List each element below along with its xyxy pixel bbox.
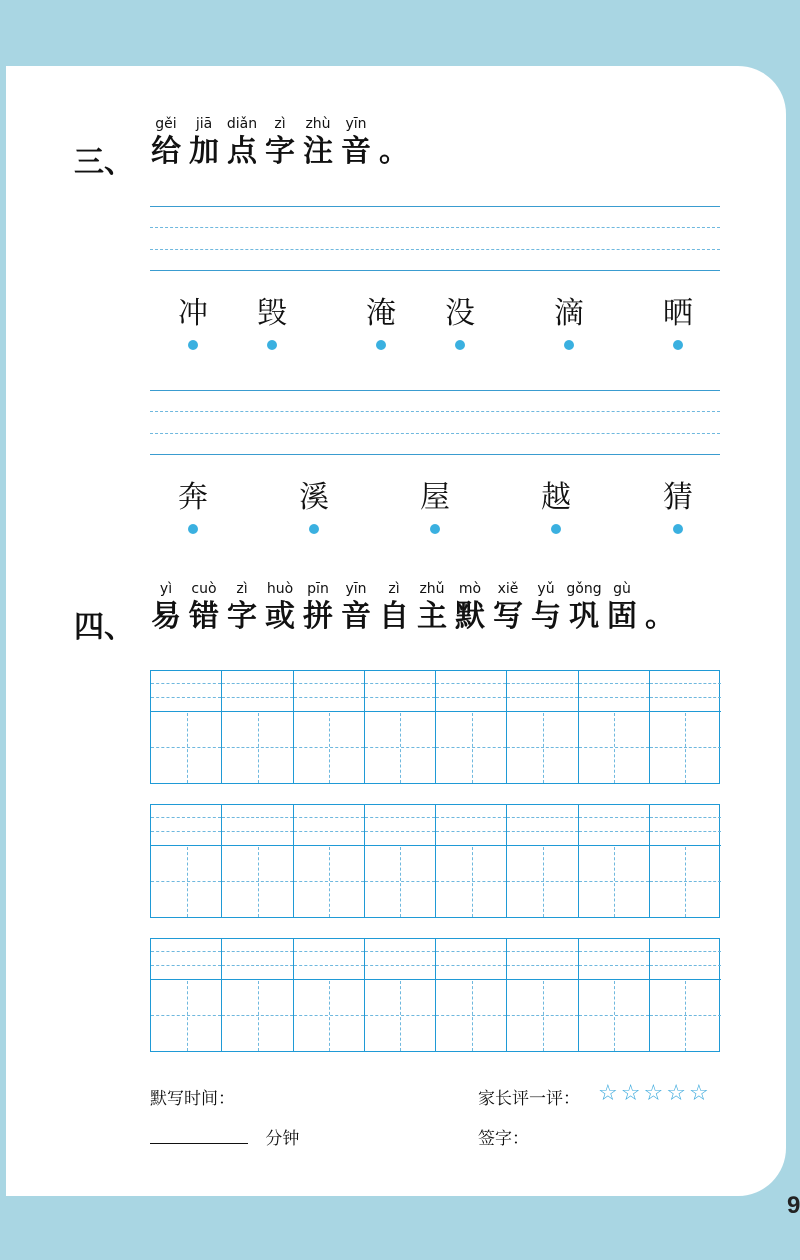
grid-guide-line <box>543 847 544 917</box>
grid-guide-line <box>579 697 649 698</box>
hanzi-char: 默 <box>455 599 485 634</box>
writing-cell[interactable] <box>436 805 507 917</box>
dotted-character <box>171 294 215 350</box>
title-char <box>492 579 524 635</box>
title-char <box>568 579 600 635</box>
grid-guide-line <box>365 845 435 846</box>
grid-guide-line <box>579 979 649 980</box>
writing-cell[interactable] <box>579 939 650 1051</box>
dotted-character <box>656 294 700 350</box>
title-char <box>264 579 296 635</box>
emphasis-dot-icon <box>430 524 440 534</box>
title-char <box>226 579 258 635</box>
grid-guide-line <box>151 711 221 712</box>
grid-guide-line <box>365 711 435 712</box>
writing-cell[interactable] <box>650 805 721 917</box>
pinyin-label: zì <box>236 581 248 597</box>
grid-guide-line <box>579 951 649 952</box>
hanzi-char: 主 <box>417 599 447 634</box>
title-char <box>188 114 220 170</box>
hanzi-char: 字 <box>265 134 295 169</box>
grid-guide-line <box>507 697 577 698</box>
grid-guide-line <box>151 951 221 952</box>
writing-cell[interactable] <box>222 939 293 1051</box>
grid-guide-line <box>365 831 435 832</box>
grid-guide-line <box>365 683 435 684</box>
title-char <box>302 114 334 170</box>
grid-guide-line <box>151 697 221 698</box>
title-char <box>340 579 372 635</box>
hanzi-char: 自 <box>379 599 409 634</box>
section4-title <box>150 579 676 635</box>
grid-guide-line <box>650 817 721 818</box>
star-icon[interactable]: ☆ <box>598 1081 618 1106</box>
grid-guide-line <box>507 845 577 846</box>
grid-guide-line <box>507 965 577 966</box>
writing-cell[interactable] <box>222 805 293 917</box>
grid-guide-line <box>436 965 506 966</box>
minutes-label: 分钟 <box>265 1129 300 1149</box>
hanzi-char: 音 <box>341 599 371 634</box>
grid-guide-line <box>329 713 330 783</box>
grid-guide-line <box>365 979 435 980</box>
hanzi-char: 越 <box>541 480 571 515</box>
page-number: 9 <box>787 1192 800 1219</box>
rating-stars <box>598 1083 709 1105</box>
grid-guide-line <box>294 697 364 698</box>
hanzi-char: 奔 <box>178 480 208 515</box>
grid-guide-line <box>258 981 259 1051</box>
grid-guide-line <box>472 981 473 1051</box>
hanzi-char: 固 <box>607 599 637 634</box>
practice-grid-block <box>150 670 720 784</box>
grid-guide-line <box>650 979 721 980</box>
emphasis-dot-icon <box>673 524 683 534</box>
grid-guide-line <box>685 847 686 917</box>
hanzi-char: 拼 <box>303 599 333 634</box>
grid-guide-line <box>579 845 649 846</box>
title-char <box>454 579 486 635</box>
pinyin-label: huò <box>266 581 294 597</box>
grid-guide-line <box>294 979 364 980</box>
practice-grid-block <box>150 938 720 1052</box>
hanzi-char: 毁 <box>257 296 287 331</box>
star-icon[interactable]: ☆ <box>620 1081 641 1106</box>
grid-guide-line <box>579 817 649 818</box>
writing-cell[interactable] <box>294 671 365 783</box>
writing-cell[interactable] <box>507 671 578 783</box>
pinyin-label: zì <box>388 581 400 597</box>
pinyin-label: gěi <box>155 116 177 132</box>
hanzi-char: 易 <box>151 599 181 634</box>
grid-guide-line <box>436 979 506 980</box>
pinyin-label: mò <box>458 581 482 597</box>
emphasis-dot-icon <box>376 340 386 350</box>
pinyin-writing-lines-2[interactable] <box>150 390 720 456</box>
grid-guide-line <box>258 847 259 917</box>
grid-guide-line <box>436 711 506 712</box>
grid-guide-line <box>329 981 330 1051</box>
star-icon[interactable]: ☆ <box>666 1081 686 1106</box>
grid-guide-line <box>187 713 188 783</box>
writing-cell[interactable] <box>151 939 222 1051</box>
emphasis-dot-icon <box>455 340 465 350</box>
pinyin-label: jiā <box>195 116 213 132</box>
grid-guide-line <box>472 847 473 917</box>
title-char <box>226 114 258 170</box>
writing-cell[interactable] <box>294 805 365 917</box>
title-char <box>302 579 334 635</box>
pinyin-label: yì <box>159 581 173 597</box>
hanzi-char: 晒 <box>663 296 693 331</box>
grid-guide-line <box>543 981 544 1051</box>
grid-guide-line <box>294 845 364 846</box>
writing-cell[interactable] <box>222 671 293 783</box>
dotted-character <box>250 294 294 350</box>
grid-guide-line <box>258 713 259 783</box>
grid-guide-line <box>579 711 649 712</box>
hanzi-char: 与 <box>531 599 561 634</box>
hanzi-char: 点 <box>227 134 257 169</box>
grid-guide-line <box>151 831 221 832</box>
grid-guide-line <box>685 713 686 783</box>
hanzi-char: 冲 <box>178 296 208 331</box>
grid-guide-line <box>187 981 188 1051</box>
grid-guide-line <box>436 951 506 952</box>
emphasis-dot-icon <box>551 524 561 534</box>
grid-guide-line <box>151 979 221 980</box>
hanzi-char: 没 <box>445 296 475 331</box>
grid-guide-line <box>222 845 292 846</box>
grid-guide-line <box>436 817 506 818</box>
writing-cell[interactable] <box>294 939 365 1051</box>
pinyin-label: yǔ <box>537 581 555 597</box>
grid-guide-line <box>222 683 292 684</box>
pinyin-label: pīn <box>307 581 329 597</box>
dictation-time-field[interactable] <box>150 1124 299 1149</box>
writing-cell[interactable] <box>650 939 721 1051</box>
grid-guide-line <box>222 817 292 818</box>
grid-guide-line <box>294 711 364 712</box>
grid-guide-line <box>507 817 577 818</box>
dotted-character <box>547 294 591 350</box>
hanzi-char: 错 <box>189 599 219 634</box>
grid-guide-line <box>187 847 188 917</box>
writing-cell[interactable] <box>650 671 721 783</box>
pinyin-writing-lines-1[interactable] <box>150 206 720 272</box>
pinyin-label: zì <box>274 116 286 132</box>
grid-guide-line <box>436 697 506 698</box>
grid-guide-line <box>400 981 401 1051</box>
grid-guide-line <box>222 711 292 712</box>
dotted-character <box>656 478 700 534</box>
grid-guide-line <box>294 683 364 684</box>
title-char <box>150 579 182 635</box>
pinyin-label: yīn <box>345 116 367 132</box>
title-char <box>378 579 410 635</box>
grid-guide-line <box>650 951 721 952</box>
emphasis-dot-icon <box>309 524 319 534</box>
hanzi-char: 溪 <box>299 480 329 515</box>
dotted-character <box>534 478 578 534</box>
grid-guide-line <box>579 683 649 684</box>
grid-guide-line <box>579 831 649 832</box>
grid-guide-line <box>151 683 221 684</box>
grid-guide-line <box>650 683 721 684</box>
grid-guide-line <box>472 713 473 783</box>
pinyin-label: yīn <box>345 581 367 597</box>
title-char <box>264 114 296 170</box>
grid-guide-line <box>222 697 292 698</box>
hanzi-char: 字 <box>227 599 257 634</box>
pinyin-label: diǎn <box>226 116 258 132</box>
grid-guide-line <box>507 979 577 980</box>
dotted-character <box>359 294 403 350</box>
emphasis-dot-icon <box>564 340 574 350</box>
grid-guide-line <box>151 965 221 966</box>
grid-guide-line <box>400 713 401 783</box>
writing-cell[interactable] <box>507 805 578 917</box>
grid-guide-line <box>222 831 292 832</box>
practice-grid-block <box>150 804 720 918</box>
hanzi-char: 。 <box>645 599 675 634</box>
title-char <box>606 579 638 635</box>
title-char <box>188 579 220 635</box>
grid-guide-line <box>543 713 544 783</box>
grid-guide-line <box>650 697 721 698</box>
writing-cell[interactable] <box>436 671 507 783</box>
writing-cell[interactable] <box>365 939 436 1051</box>
dotted-character <box>413 478 457 534</box>
grid-guide-line <box>365 951 435 952</box>
grid-guide-line <box>507 683 577 684</box>
grid-guide-line <box>650 845 721 846</box>
hanzi-char: 滴 <box>554 296 584 331</box>
grid-guide-line <box>507 951 577 952</box>
pinyin-label: xiě <box>497 581 519 597</box>
writing-cell[interactable] <box>365 805 436 917</box>
grid-guide-line <box>650 711 721 712</box>
star-icon[interactable]: ☆ <box>643 1081 664 1106</box>
section3-number: 三、 <box>74 145 134 180</box>
hanzi-char: 巩 <box>569 599 599 634</box>
title-char <box>340 114 372 170</box>
title-char <box>416 579 448 635</box>
writing-cell[interactable] <box>579 671 650 783</box>
writing-cell[interactable] <box>436 939 507 1051</box>
grid-guide-line <box>614 847 615 917</box>
grid-guide-line <box>436 831 506 832</box>
grid-guide-line <box>614 713 615 783</box>
writing-cell[interactable] <box>365 671 436 783</box>
star-icon[interactable]: ☆ <box>688 1081 709 1106</box>
grid-guide-line <box>222 979 292 980</box>
emphasis-dot-icon <box>188 340 198 350</box>
section4-number: 四、 <box>74 610 134 645</box>
grid-guide-line <box>436 845 506 846</box>
grid-guide-line <box>294 831 364 832</box>
hanzi-char: 猜 <box>663 480 693 515</box>
writing-cell[interactable] <box>151 671 222 783</box>
grid-guide-line <box>365 817 435 818</box>
pinyin-label: zhù <box>305 116 331 132</box>
hanzi-char: 。 <box>379 134 409 169</box>
hanzi-char: 给 <box>151 134 181 169</box>
pinyin-label: zhǔ <box>419 581 445 597</box>
emphasis-dot-icon <box>267 340 277 350</box>
dotted-character <box>171 478 215 534</box>
grid-guide-line <box>507 711 577 712</box>
hanzi-char: 注 <box>303 134 333 169</box>
dotted-character <box>438 294 482 350</box>
hanzi-char: 屋 <box>420 480 450 515</box>
grid-guide-line <box>294 817 364 818</box>
grid-guide-line <box>400 847 401 917</box>
hanzi-char: 写 <box>493 599 523 634</box>
grid-guide-line <box>650 965 721 966</box>
hanzi-char: 音 <box>341 134 371 169</box>
grid-guide-line <box>294 965 364 966</box>
emphasis-dot-icon <box>673 340 683 350</box>
grid-guide-line <box>151 817 221 818</box>
grid-guide-line <box>222 965 292 966</box>
writing-cell[interactable] <box>151 805 222 917</box>
pinyin-label: cuò <box>191 581 217 597</box>
grid-guide-line <box>222 951 292 952</box>
writing-cell[interactable] <box>507 939 578 1051</box>
grid-guide-line <box>650 831 721 832</box>
grid-guide-line <box>329 847 330 917</box>
dictation-time-label: 默写时间： <box>150 1089 235 1109</box>
minutes-blank[interactable] <box>150 1125 248 1144</box>
hanzi-char: 淹 <box>366 296 396 331</box>
pinyin-label: gǒng <box>566 581 602 597</box>
grid-guide-line <box>294 951 364 952</box>
signature-label: 签字： <box>478 1129 529 1149</box>
grid-guide-line <box>614 981 615 1051</box>
parent-rating-label: 家长评一评： <box>478 1089 580 1109</box>
dotted-character <box>292 478 336 534</box>
hanzi-char: 加 <box>189 134 219 169</box>
emphasis-dot-icon <box>188 524 198 534</box>
hanzi-char: 或 <box>265 599 295 634</box>
section3-title <box>150 114 410 170</box>
grid-guide-line <box>685 981 686 1051</box>
grid-guide-line <box>579 965 649 966</box>
title-char <box>530 579 562 635</box>
writing-cell[interactable] <box>579 805 650 917</box>
grid-guide-line <box>507 831 577 832</box>
grid-guide-line <box>365 965 435 966</box>
grid-guide-line <box>365 697 435 698</box>
grid-guide-line <box>436 683 506 684</box>
title-char <box>150 114 182 170</box>
pinyin-label: gù <box>613 581 631 597</box>
title-char <box>644 579 676 635</box>
grid-guide-line <box>151 845 221 846</box>
title-char <box>378 114 410 170</box>
